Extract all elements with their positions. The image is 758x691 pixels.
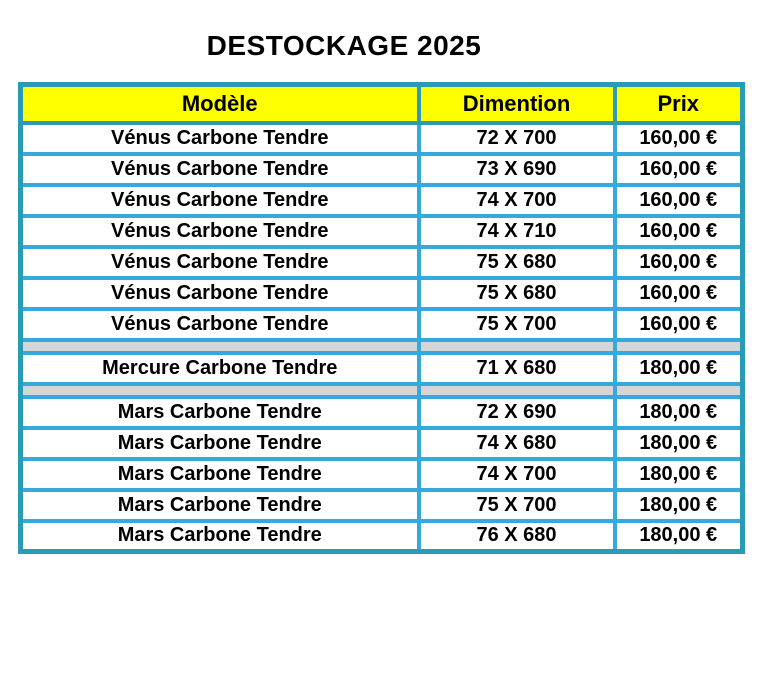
- separator-cell: [615, 384, 743, 397]
- separator-row: [21, 340, 743, 353]
- cell-price: 160,00 €: [615, 123, 743, 154]
- cell-dimension: 74 X 680: [419, 428, 615, 459]
- table-row: [21, 490, 743, 521]
- separator-cell: [615, 340, 743, 353]
- cell-price: 160,00 €: [615, 154, 743, 185]
- cell-model: Mars Carbone Tendre: [21, 397, 419, 428]
- table-header: [21, 85, 743, 123]
- table-row: [21, 353, 743, 384]
- cell-dimension: 75 X 680: [419, 247, 615, 278]
- cell-price: 180,00 €: [615, 521, 743, 552]
- cell-dimension: 71 X 680: [419, 353, 615, 384]
- cell-model: Vénus Carbone Tendre: [21, 216, 419, 247]
- cell-dimension: 72 X 690: [419, 397, 615, 428]
- cell-dimension: 75 X 680: [419, 278, 615, 309]
- table-row: [21, 397, 743, 428]
- column-header-price: Prix: [615, 85, 743, 123]
- cell-price: 160,00 €: [615, 247, 743, 278]
- cell-model: Mars Carbone Tendre: [21, 428, 419, 459]
- table-row: [21, 521, 743, 552]
- separator-cell: [419, 340, 615, 353]
- cell-model: Mars Carbone Tendre: [21, 521, 419, 552]
- table-row: [21, 278, 743, 309]
- table-row: [21, 428, 743, 459]
- separator-cell: [21, 340, 419, 353]
- cell-price: 180,00 €: [615, 397, 743, 428]
- cell-model: Vénus Carbone Tendre: [21, 154, 419, 185]
- cell-price: 160,00 €: [615, 216, 743, 247]
- cell-dimension: 76 X 680: [419, 521, 615, 552]
- cell-dimension: 75 X 700: [419, 309, 615, 340]
- cell-model: Vénus Carbone Tendre: [21, 123, 419, 154]
- table-row: [21, 154, 743, 185]
- table-body: [21, 123, 743, 552]
- cell-dimension: 74 X 700: [419, 185, 615, 216]
- table-row: [21, 216, 743, 247]
- separator-cell: [21, 384, 419, 397]
- cell-model: Vénus Carbone Tendre: [21, 309, 419, 340]
- cell-price: 160,00 €: [615, 309, 743, 340]
- cell-dimension: 73 X 690: [419, 154, 615, 185]
- column-header-dimension: Dimention: [419, 85, 615, 123]
- cell-model: Vénus Carbone Tendre: [21, 278, 419, 309]
- cell-price: 160,00 €: [615, 278, 743, 309]
- header-row: [21, 85, 743, 123]
- table-row: [21, 185, 743, 216]
- cell-model: Mars Carbone Tendre: [21, 490, 419, 521]
- cell-model: Mercure Carbone Tendre: [21, 353, 419, 384]
- cell-price: 180,00 €: [615, 490, 743, 521]
- table-row: [21, 459, 743, 490]
- table-row: [21, 123, 743, 154]
- page-title: DESTOCKAGE 2025: [206, 30, 482, 61]
- cell-price: 160,00 €: [615, 185, 743, 216]
- cell-model: Vénus Carbone Tendre: [21, 185, 419, 216]
- cell-model: Vénus Carbone Tendre: [21, 247, 419, 278]
- cell-dimension: 75 X 700: [419, 490, 615, 521]
- cell-dimension: 74 X 710: [419, 216, 615, 247]
- column-header-model: Modèle: [21, 85, 419, 123]
- table-row: [21, 309, 743, 340]
- cell-dimension: 74 X 700: [419, 459, 615, 490]
- cell-dimension: 72 X 700: [419, 123, 615, 154]
- cell-price: 180,00 €: [615, 428, 743, 459]
- cell-price: 180,00 €: [615, 459, 743, 490]
- cell-price: 180,00 €: [615, 353, 743, 384]
- table-row: [21, 247, 743, 278]
- separator-row: [21, 384, 743, 397]
- separator-cell: [419, 384, 615, 397]
- cell-model: Mars Carbone Tendre: [21, 459, 419, 490]
- price-table: [18, 82, 745, 554]
